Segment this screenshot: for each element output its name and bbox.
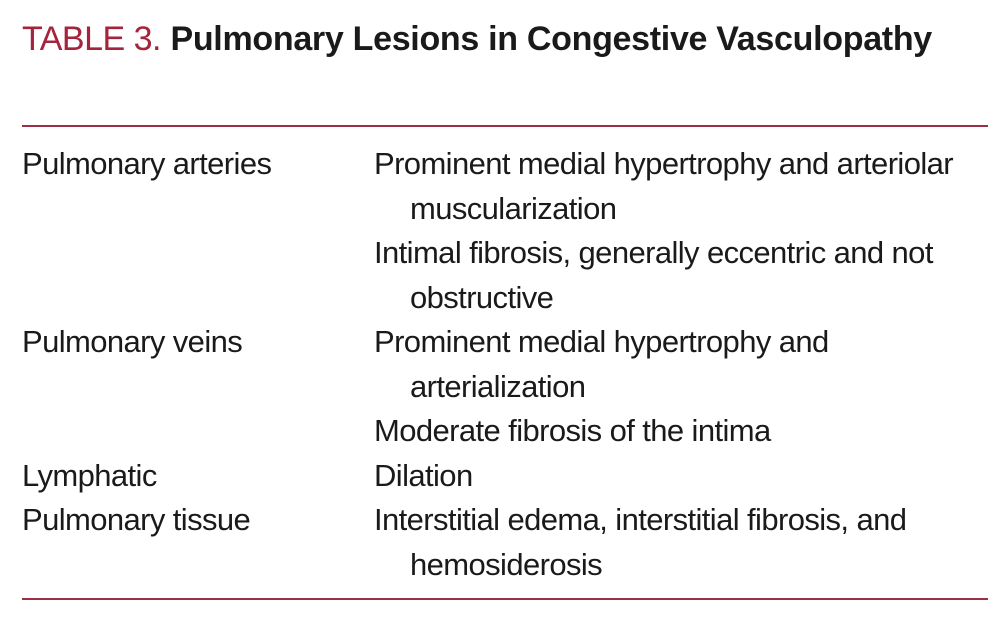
table-number-label: TABLE 3. bbox=[22, 20, 161, 58]
row-category: Lymphatic bbox=[22, 457, 157, 493]
row-findings bbox=[374, 320, 988, 454]
finding-text: Moderate fibrosis of the intima bbox=[374, 413, 771, 448]
finding-text: Intimal fibrosis, generally eccentric and not obstructive bbox=[374, 235, 933, 315]
finding-text: Prominent medial hypertrophy and arteriolar muscularization bbox=[374, 146, 954, 226]
row-category: Pulmonary veins bbox=[22, 324, 243, 359]
top-rule bbox=[22, 125, 988, 127]
finding-text: Dilation bbox=[374, 457, 473, 493]
finding-text: Prominent medial hypertrophy and arterialization bbox=[374, 324, 829, 404]
table-title bbox=[22, 16, 972, 62]
table-row bbox=[22, 454, 988, 499]
bottom-rule bbox=[22, 598, 988, 600]
table-row bbox=[22, 142, 988, 320]
row-findings bbox=[374, 498, 988, 587]
row-category: Pulmonary tissue bbox=[22, 502, 251, 537]
row-findings bbox=[374, 454, 988, 499]
table-title-text: Pulmonary Lesions in Congestive Vasculopathy bbox=[170, 20, 932, 58]
row-findings bbox=[374, 142, 988, 320]
row-category: Pulmonary arteries bbox=[22, 146, 272, 181]
table-body bbox=[22, 142, 988, 587]
finding-text: Interstitial edema, interstitial fibrosis, and hemosiderosis bbox=[374, 502, 907, 582]
table-row bbox=[22, 498, 988, 587]
table-row bbox=[22, 320, 988, 454]
